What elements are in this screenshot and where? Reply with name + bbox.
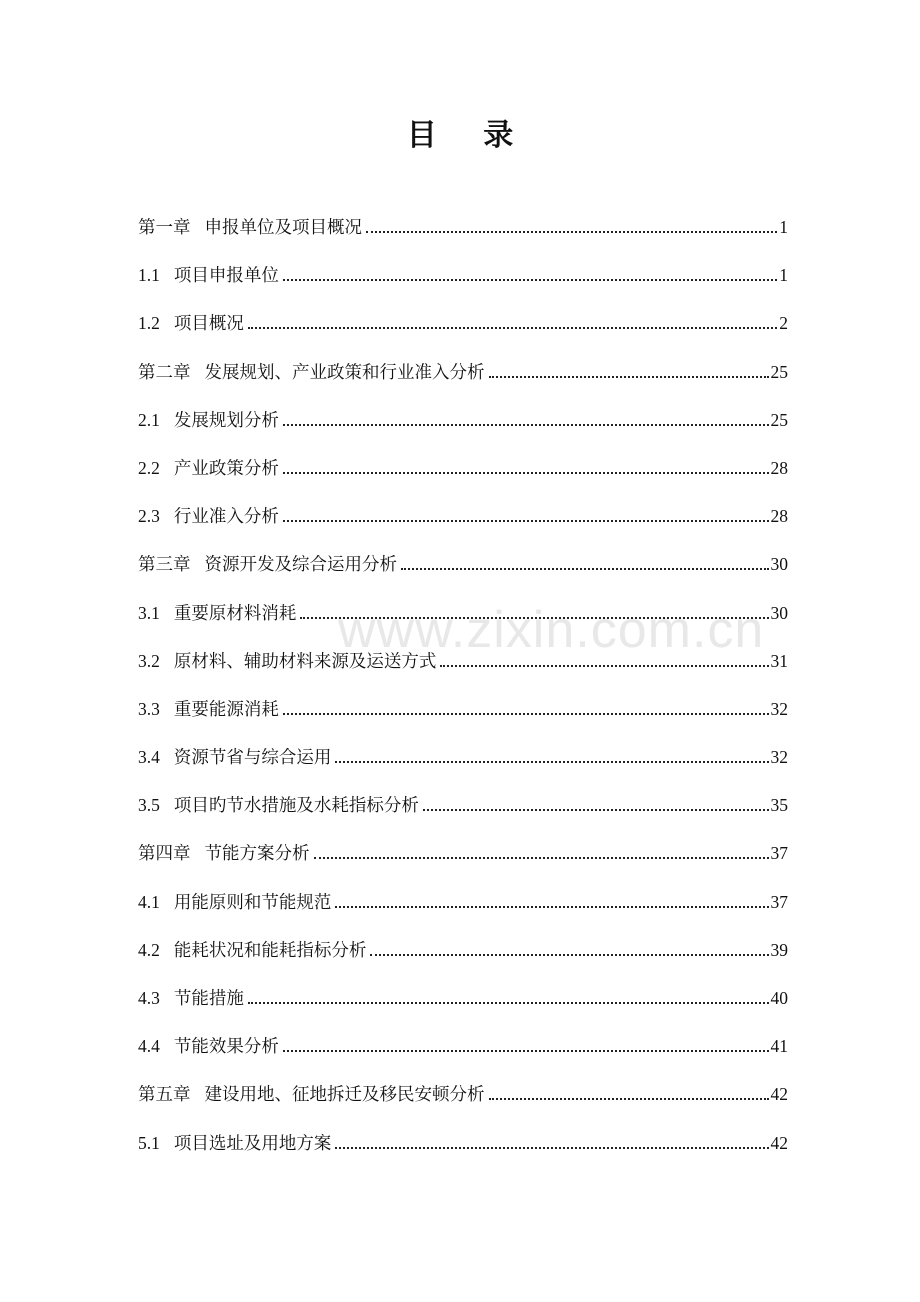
toc-entry-page-number: 37: [770, 891, 788, 912]
toc-dot-leader: [300, 617, 768, 619]
toc-entry-label: 用能原则和节能规范: [173, 892, 332, 913]
toc-entry-label: 行业准入分析: [173, 507, 279, 528]
toc-entry[interactable]: [138, 407, 788, 455]
toc-entry-number: 第二章: [138, 361, 191, 382]
toc-entry-label: 发展规划分析: [173, 410, 279, 431]
toc-dot-leader: [248, 327, 777, 329]
toc-entry-page-number: 42: [770, 1084, 788, 1105]
toc-dot-leader: [440, 665, 768, 667]
toc-entry-label: 重要能源消耗: [173, 699, 279, 720]
toc-entry-label: 资源开发及综合运用分析: [204, 555, 397, 576]
table-of-contents: [138, 214, 788, 1178]
page-title: 目 录: [406, 118, 532, 153]
toc-entry-number: 4.2: [138, 939, 160, 960]
toc-entry-page-number: 41: [770, 1036, 788, 1057]
toc-entry-number: 1.2: [138, 313, 160, 334]
toc-dot-leader: [314, 857, 769, 859]
toc-entry-number: 4.3: [138, 988, 160, 1008]
toc-dot-leader: [283, 713, 769, 715]
toc-entry-page-number: 37: [770, 843, 788, 864]
toc-entry-page-number: 1: [779, 217, 788, 237]
toc-entry[interactable]: [138, 359, 788, 407]
toc-dot-leader: [283, 279, 777, 281]
toc-entry[interactable]: [138, 648, 788, 696]
toc-dot-leader: [283, 520, 769, 522]
toc-entry-label: 原材料、辅助材料来源及运送方式: [173, 651, 437, 672]
toc-entry-label: 资源节省与综合运用: [173, 748, 332, 769]
toc-entry-label: 项目选址及用地方案: [173, 1133, 332, 1154]
toc-entry-page-number: 25: [770, 409, 788, 430]
toc-entry[interactable]: [138, 696, 788, 744]
toc-entry[interactable]: [138, 840, 788, 888]
toc-entry-page-number: 40: [770, 988, 788, 1008]
toc-entry-page-number: 2: [779, 313, 788, 334]
toc-entry-number: 第三章: [138, 554, 191, 575]
toc-entry[interactable]: [138, 551, 788, 599]
toc-entry-label: 节能方案分析: [204, 844, 310, 865]
toc-entry[interactable]: [138, 503, 788, 551]
toc-dot-leader: [335, 1147, 768, 1149]
toc-entry-number: 2.1: [138, 409, 160, 430]
toc-entry[interactable]: [138, 214, 788, 262]
toc-entry-page-number: 30: [770, 602, 788, 623]
watermark: www.zixin.com.cn: [338, 601, 765, 659]
toc-entry-label: 申报单位及项目概况: [204, 218, 362, 238]
toc-entry-number: 1.1: [138, 265, 160, 286]
toc-dot-leader: [283, 1050, 769, 1052]
toc-entry-number: 4.1: [138, 891, 160, 912]
toc-dot-leader: [283, 472, 769, 474]
toc-entry-page-number: 30: [770, 554, 788, 575]
toc-entry[interactable]: [138, 937, 788, 985]
toc-entry-label: 能耗状况和能耗指标分析: [173, 940, 367, 961]
toc-entry[interactable]: [138, 310, 788, 358]
toc-dot-leader: [335, 761, 768, 763]
toc-entry-number: 第四章: [138, 843, 191, 864]
toc-entry-page-number: 39: [770, 939, 788, 960]
toc-entry[interactable]: [138, 1081, 788, 1129]
toc-entry[interactable]: [138, 744, 788, 792]
toc-entry[interactable]: [138, 262, 788, 310]
toc-entry-label: 产业政策分析: [173, 458, 279, 479]
toc-entry[interactable]: [138, 985, 788, 1033]
toc-entry[interactable]: [138, 1033, 788, 1081]
toc-dot-leader: [366, 231, 777, 233]
toc-entry-page-number: 32: [770, 747, 788, 768]
toc-entry-page-number: 28: [770, 506, 788, 527]
toc-entry[interactable]: [138, 792, 788, 840]
toc-entry-number: 3.2: [138, 650, 160, 671]
toc-entry-label: 项目申报单位: [173, 266, 279, 287]
toc-entry-number: 5.1: [138, 1132, 160, 1153]
toc-dot-leader: [335, 906, 768, 908]
toc-entry-page-number: 1: [779, 265, 788, 286]
toc-dot-leader: [248, 1002, 769, 1004]
toc-dot-leader: [489, 376, 769, 378]
toc-entry-page-number: 42: [770, 1132, 788, 1153]
toc-dot-leader: [283, 424, 769, 426]
toc-dot-leader: [489, 1098, 769, 1100]
toc-entry-label: 节能效果分析: [173, 1037, 279, 1058]
toc-entry-number: 3.5: [138, 795, 160, 816]
toc-entry[interactable]: [138, 1130, 788, 1178]
toc-dot-leader: [401, 568, 769, 570]
toc-entry[interactable]: [138, 600, 788, 648]
toc-entry-page-number: 35: [770, 795, 788, 816]
toc-entry[interactable]: [138, 455, 788, 503]
toc-dot-leader: [423, 809, 769, 811]
toc-entry-label: 发展规划、产业政策和行业准入分析: [204, 362, 485, 383]
toc-entry-label: 项目概况: [173, 314, 244, 335]
toc-entry-label: 重要原材料消耗: [173, 603, 297, 624]
toc-entry-number: 3.4: [138, 747, 160, 768]
toc-entry[interactable]: [138, 889, 788, 937]
toc-entry-number: 第一章: [138, 217, 191, 237]
toc-dot-leader: [370, 954, 768, 956]
toc-entry-number: 第五章: [138, 1084, 191, 1105]
toc-entry-page-number: 25: [770, 361, 788, 382]
toc-entry-number: 2.2: [138, 457, 160, 478]
toc-entry-page-number: 31: [770, 650, 788, 671]
toc-entry-page-number: 32: [770, 698, 788, 719]
toc-entry-number: 3.3: [138, 698, 160, 719]
toc-entry-number: 3.1: [138, 602, 160, 623]
toc-entry-number: 4.4: [138, 1036, 160, 1057]
toc-entry-page-number: 28: [770, 457, 788, 478]
toc-entry-label: 项目旳节水措施及水耗指标分析: [173, 796, 419, 817]
toc-entry-label: 建设用地、征地拆迁及移民安顿分析: [204, 1085, 485, 1106]
toc-entry-number: 2.3: [138, 506, 160, 527]
toc-entry-label: 节能措施: [173, 989, 244, 1009]
